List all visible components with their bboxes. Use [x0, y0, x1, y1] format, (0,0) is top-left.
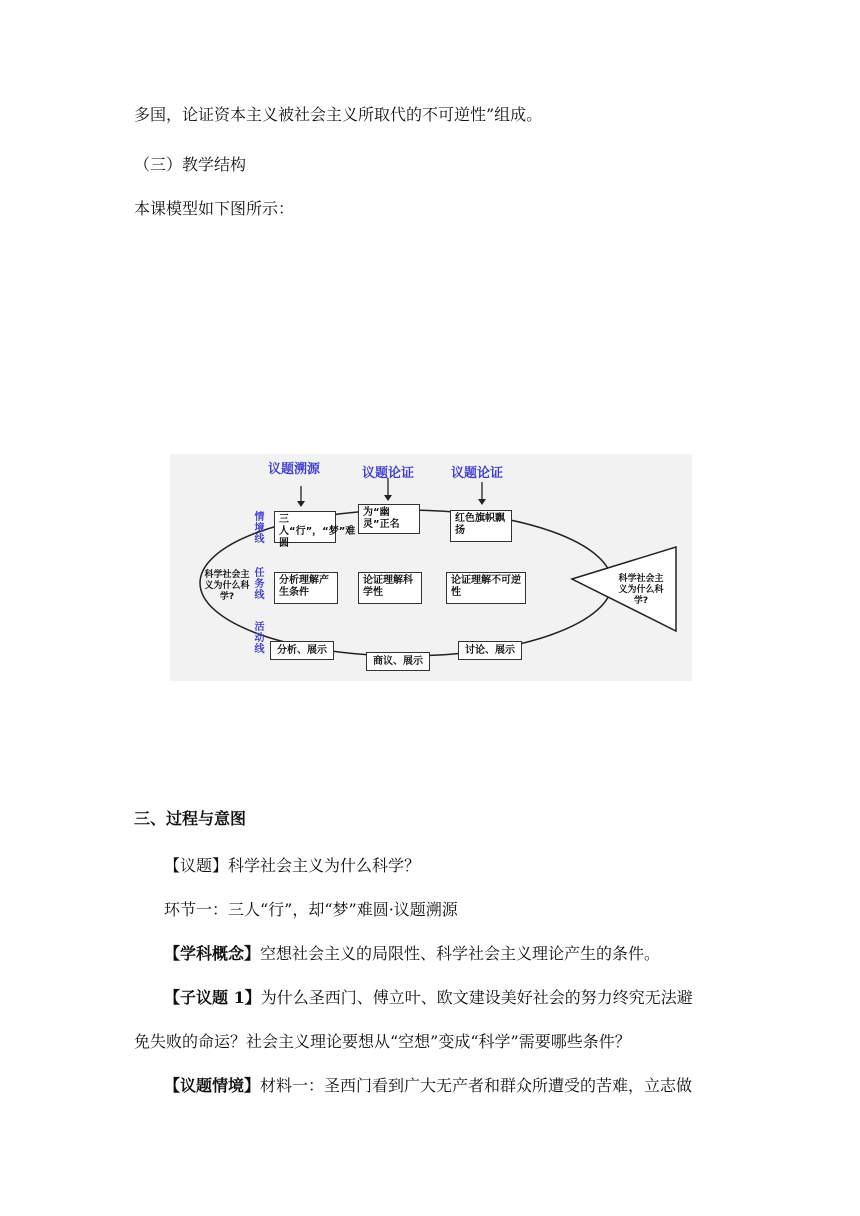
section-heading: 三、过程与意图 — [134, 809, 247, 828]
label-topic-argument-1: 议题论证 — [362, 466, 415, 481]
concept-tag: 【学科概念】 — [164, 944, 261, 963]
diagram-shapes — [170, 454, 692, 681]
topic-tag: 【议题】 — [164, 856, 229, 875]
box-context-3: 红色旗帜飘扬 — [450, 510, 512, 542]
right-question-text: 科学社会主义为什么科学? — [618, 574, 664, 606]
arrow-1-head — [297, 501, 305, 507]
box-task-3: 论证理解不可逆性 — [446, 572, 526, 604]
side-label-context-line: 情境线 — [254, 512, 265, 545]
context-text: 材料一：圣西门看到广大无产者和群众所遭受的苦难，立志做 — [260, 1076, 693, 1095]
box-activity-1: 分析、展示 — [270, 641, 334, 660]
link-one-title: 环节一：三人“行”，却“梦”难圆·议题溯源 — [164, 900, 458, 919]
side-label-task-line: 任务线 — [254, 568, 265, 601]
concept-paragraph — [164, 943, 660, 965]
arrow-3-head — [478, 499, 486, 505]
subsection-heading: （三）教学结构 — [134, 155, 247, 174]
topic-paragraph — [164, 855, 420, 877]
side-label-activity-line: 活动线 — [254, 622, 265, 655]
left-question-text: 科学社会主义为什么科学? — [204, 570, 250, 602]
label-topic-argument-2: 议题论证 — [451, 466, 504, 481]
arrow-2-head — [384, 495, 392, 501]
box-task-2: 论证理解科学性 — [358, 572, 422, 604]
box-activity-2: 商议、展示 — [366, 652, 430, 671]
sub-topic-paragraph-line-1 — [164, 987, 693, 1009]
diagram-intro: 本课模型如下图所示： — [134, 199, 295, 218]
box-task-1: 分析理解产生条件 — [274, 572, 338, 604]
box-activity-3: 讨论、展示 — [458, 641, 522, 660]
concept-text: 空想社会主义的局限性、科学社会主义理论产生的条件。 — [260, 944, 661, 963]
box-context-2: 为“幽灵”正名 — [358, 504, 420, 534]
context-paragraph — [164, 1075, 692, 1097]
topic-text: 科学社会主义为什么科学？ — [228, 856, 421, 875]
sub-topic-paragraph-line-2: 免失败的命运？社会主义理论要想从“空想”变成“科学”需要哪些条件？ — [134, 1032, 631, 1051]
sub-topic-tag: 【子议题 1】 — [164, 988, 261, 1007]
context-tag: 【议题情境】 — [164, 1076, 261, 1095]
box-context-1: 三人“行”，“梦”难圆 — [274, 511, 336, 543]
teaching-structure-diagram — [170, 454, 692, 681]
paragraph-continuation: 多国，论证资本主义被社会主义所取代的不可逆性”组成。 — [134, 105, 543, 124]
sub-topic-text-1: 为什么圣西门、傅立叶、欧文建设美好社会的努力终究无法避 — [260, 988, 693, 1007]
label-topic-origin: 议题溯源 — [268, 462, 321, 477]
